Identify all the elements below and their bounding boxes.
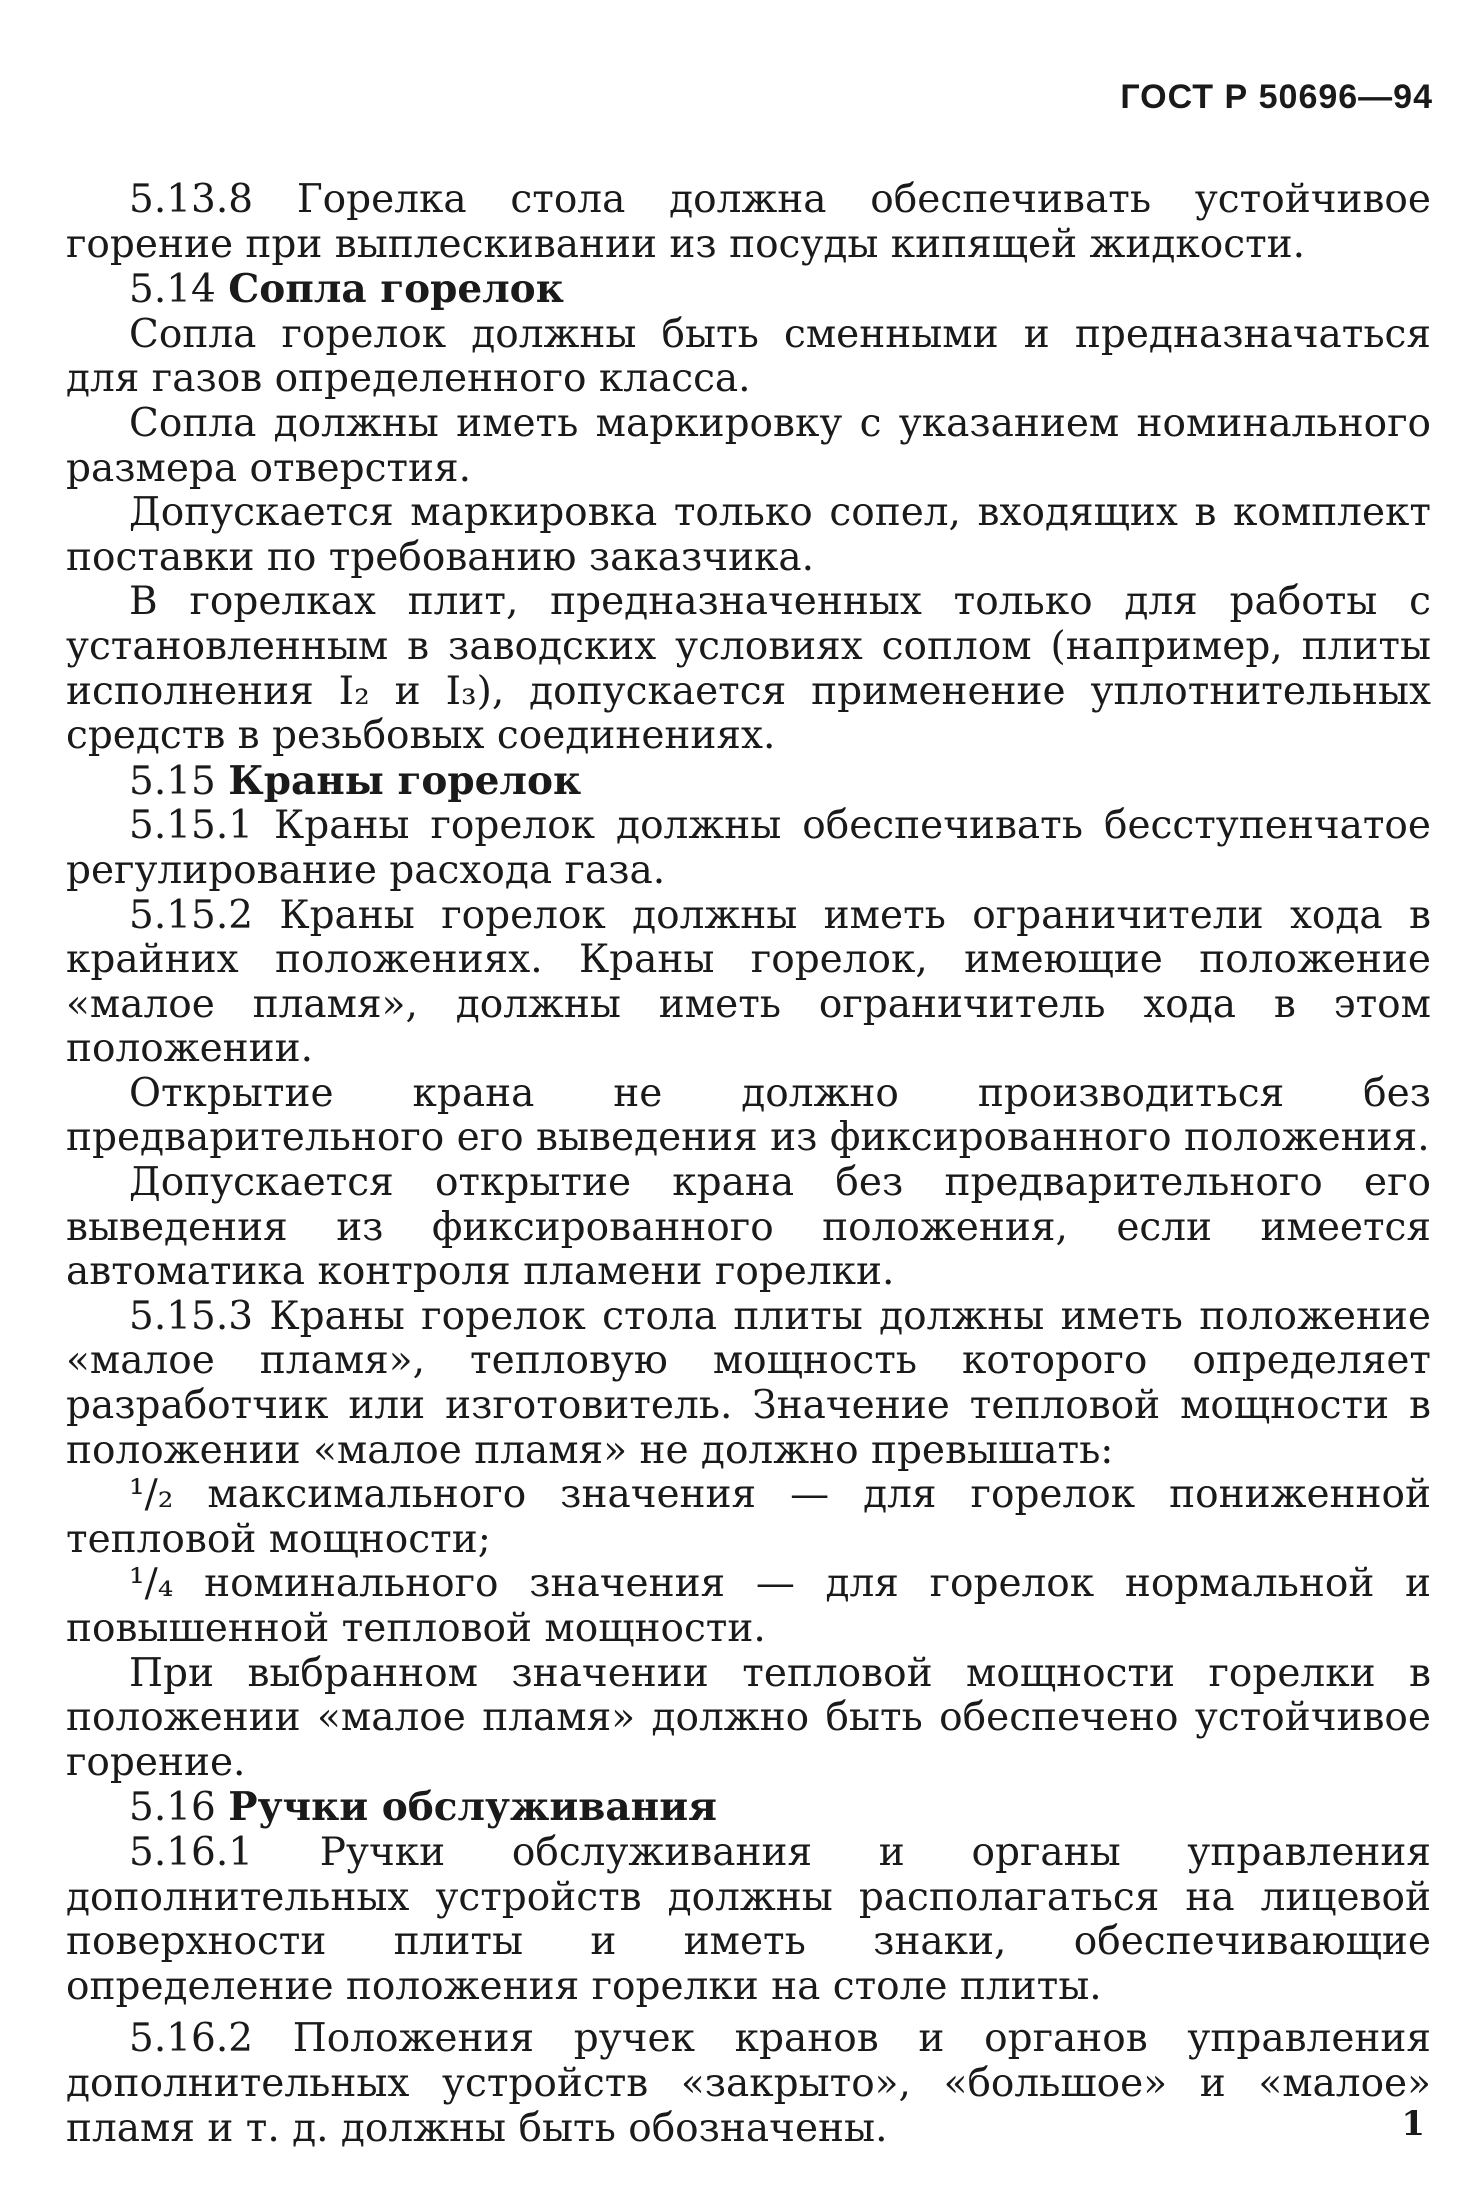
section-number: 5.16 xyxy=(129,1785,216,1831)
section-title: Сопла горелок xyxy=(228,266,564,313)
paragraph: ¹/₂ максимального значения — для горелок пониженной тепловой мощности; xyxy=(66,1472,1431,1562)
section-heading xyxy=(66,267,1431,313)
paragraph: Открытие крана не должно производиться без предварительного его выведения из фиксированного положения. xyxy=(66,1070,1431,1161)
section-heading xyxy=(66,1785,1431,1831)
paragraph: 5.15.3 Краны горелок стола плиты должны иметь положение «малое пламя», тепловую мощность которого определяет разработчик или изготовитель. Значение тепловой мощности в положении «малое пламя» не должно превышать: xyxy=(66,1293,1431,1473)
section-heading xyxy=(66,759,1431,805)
paragraph: Сопла горелок должны быть сменными и предназначаться для газов определенного класса. xyxy=(66,311,1431,402)
paragraph: 5.15.1 Краны горелок должны обеспечивать бесступенчатое регулирование расхода газа. xyxy=(66,803,1431,893)
paragraph: 5.16.1 Ручки обслуживания и органы управления дополнительных устройств должны располагаться на лицевой поверхности плиты и иметь знаки, обеспечивающие определение положения горелки на столе плиты. xyxy=(66,1829,1431,2009)
paragraph: Допускается открытие крана без предварительного его выведения из фиксированного положения, если имеется автоматика контроля пламени горелки. xyxy=(66,1160,1431,1295)
section-number: 5.14 xyxy=(129,267,216,313)
section-title: Ручки обслуживания xyxy=(228,1784,717,1831)
paragraph: ¹/₄ номинального значения — для горелок нормальной и повышенной тепловой мощности. xyxy=(66,1561,1431,1651)
section-title: Краны горелок xyxy=(228,757,582,804)
paragraph: Сопла должны иметь маркировку с указанием номинального размера отверстия. xyxy=(66,400,1431,491)
paragraph: 5.15.2 Краны горелок должны иметь ограничители хода в крайних положениях. Краны горелок, имеющие положение «малое пламя», должны иметь ограничитель хода в этом положении. xyxy=(66,892,1431,1072)
page-number: 1 xyxy=(1401,2104,1425,2144)
paragraph: Допускается маркировка только сопел, входящих в комплект поставки по требованию заказчика. xyxy=(66,490,1431,580)
paragraph: При выбранном значении тепловой мощности горелки в положении «малое пламя» должно быть обеспечено устойчивое горение. xyxy=(66,1650,1431,1785)
document-body xyxy=(66,178,1431,2151)
paragraph: В горелках плит, предназначенных только для работы с установленным в заводских условиях соплом (например, плиты исполнения I₂ и I₃), допускается применение уплотнительных средств в резьбовых соединениях. xyxy=(66,579,1431,759)
standard-header: ГОСТ Р 50696—94 xyxy=(1120,78,1433,116)
paragraph: 5.13.8 Горелка стола должна обеспечивать устойчивое горение при выплескивании из посуды кипящей жидкости. xyxy=(66,177,1431,267)
paragraph: 5.16.2 Положения ручек кранов и органов управления дополнительных устройств «закрыто», «большое» и «малое» пламя и т. д. должны быть обозначены. xyxy=(66,2016,1431,2151)
section-number: 5.15 xyxy=(129,758,216,804)
